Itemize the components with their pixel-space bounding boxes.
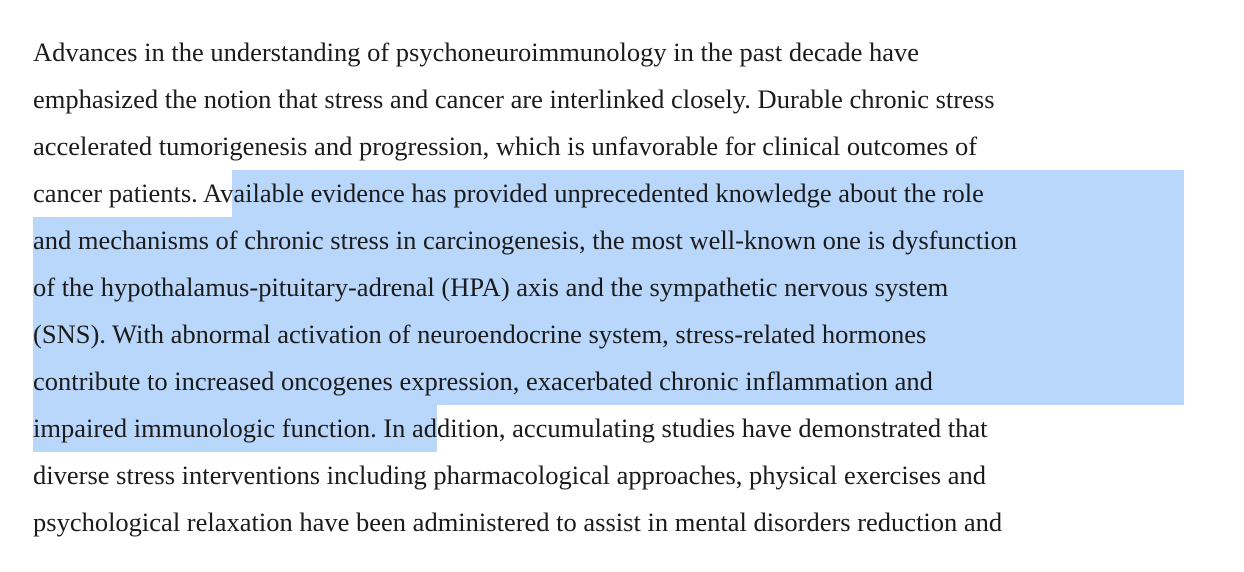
line-text[interactable]: cancer patients.	[33, 178, 203, 208]
selected-text[interactable]: (SNS). With abnormal activation of neuroendocrine system, stress-related hormones	[33, 319, 927, 349]
selected-text[interactable]: of the hypothalamus-pituitary-adrenal (HPA) axis and the sympathetic nervous system	[33, 272, 949, 302]
text-line[interactable]	[33, 405, 988, 452]
line-text[interactable]: accelerated tumorigenesis and progression, which is unfavorable for clinical outcomes of	[33, 131, 978, 161]
text-line[interactable]	[33, 264, 948, 311]
line-text[interactable]: diverse stress interventions including pharmacological approaches, physical exercises and	[33, 460, 986, 490]
text-line[interactable]	[33, 217, 1017, 264]
text-line[interactable]	[33, 499, 1002, 546]
text-line[interactable]	[33, 311, 926, 358]
line-text[interactable]: emphasized the notion that stress and cancer are interlinked closely. Durable chronic stress	[33, 84, 995, 114]
text-line[interactable]	[33, 29, 919, 76]
line-text[interactable]: In addition, accumulating studies have demonstrated that	[376, 413, 988, 443]
selected-text[interactable]: impaired immunologic function.	[33, 413, 377, 443]
text-line[interactable]	[33, 452, 986, 499]
text-line[interactable]	[33, 76, 995, 123]
text-line[interactable]	[33, 170, 984, 217]
text-line[interactable]	[33, 123, 977, 170]
line-text[interactable]: psychological relaxation have been administered to assist in mental disorders reduction and	[33, 507, 1003, 537]
text-line[interactable]	[33, 358, 933, 405]
line-text[interactable]: Advances in the understanding of psychoneuroimmunology in the past decade have	[33, 37, 920, 67]
selected-text[interactable]: Available evidence has provided unprecedented knowledge about the role	[202, 178, 984, 208]
selected-text[interactable]: contribute to increased oncogenes expression, exacerbated chronic inflammation and	[33, 366, 933, 396]
selected-text[interactable]: and mechanisms of chronic stress in carcinogenesis, the most well-known one is dysfunction	[33, 225, 1017, 255]
